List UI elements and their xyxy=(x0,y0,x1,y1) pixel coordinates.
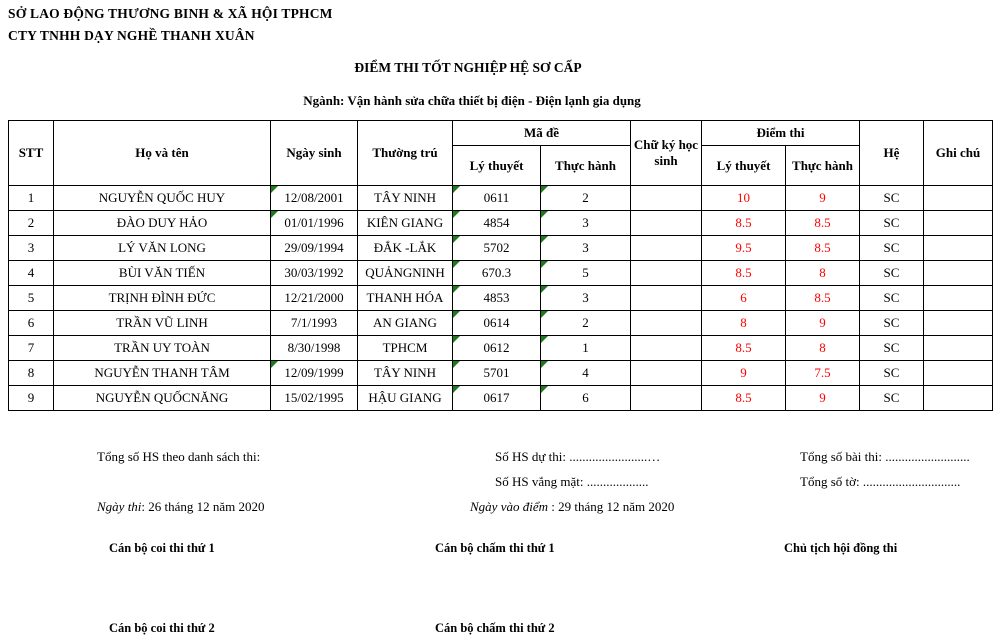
table-row xyxy=(9,186,993,211)
cell-score-theory: 8.5 xyxy=(702,211,786,236)
cell-name: NGUYỄN QUỐC HUY xyxy=(54,186,271,211)
col-header-score-practice: Thực hành xyxy=(786,146,860,186)
cell-stt: 3 xyxy=(9,236,54,261)
absent-count-label: Số HS vắng mặt: ................... xyxy=(495,474,649,489)
col-header-system: Hệ xyxy=(860,121,924,186)
cell-score-theory: 6 xyxy=(702,286,786,311)
cell-note xyxy=(924,211,993,236)
cell-dob: 01/01/1996 xyxy=(271,211,358,236)
cell-score-theory: 8.5 xyxy=(702,386,786,411)
cell-name: NGUYỄN QUỐCNĂNG xyxy=(54,386,271,411)
cell-note xyxy=(924,361,993,386)
error-flag-icon xyxy=(453,336,460,343)
cell-dob: 8/30/1998 xyxy=(271,336,358,361)
page-title: ĐIỂM THI TỐT NGHIỆP HỆ SƠ CẤP xyxy=(354,60,582,75)
cell-residence: TPHCM xyxy=(358,336,453,361)
cell-code-practice: 2 xyxy=(541,311,631,336)
col-header-stt: STT xyxy=(9,121,54,186)
cell-signature xyxy=(631,386,702,411)
error-flag-icon xyxy=(271,211,278,218)
cell-score-practice: 9 xyxy=(786,186,860,211)
signature-grader-1: Cán bộ chấm thi thứ 1 xyxy=(435,541,555,555)
cell-score-practice: 7.5 xyxy=(786,361,860,386)
cell-code-theory: 0617 xyxy=(453,386,541,411)
cell-name: TRỊNH ĐÌNH ĐỨC xyxy=(54,286,271,311)
error-flag-icon xyxy=(541,211,548,218)
table-row xyxy=(9,336,993,361)
cell-dob: 30/03/1992 xyxy=(271,261,358,286)
cell-score-practice: 8.5 xyxy=(786,211,860,236)
error-flag-icon xyxy=(541,236,548,243)
cell-code-theory: 670.3 xyxy=(453,261,541,286)
col-header-score-theory: Lý thuyết xyxy=(702,146,786,186)
cell-signature xyxy=(631,361,702,386)
cell-residence: QUẢNGNINH xyxy=(358,261,453,286)
cell-score-practice: 8.5 xyxy=(786,236,860,261)
cell-system: SC xyxy=(860,236,924,261)
total-sheets-label: Tổng số tờ: .............................. xyxy=(800,474,961,489)
cell-score-theory: 8.5 xyxy=(702,336,786,361)
cell-name: TRẦN UY TOÀN xyxy=(54,336,271,361)
error-flag-icon xyxy=(271,186,278,193)
cell-signature xyxy=(631,211,702,236)
cell-name: BÙI VĂN TIẾN xyxy=(54,261,271,286)
error-flag-icon xyxy=(453,311,460,318)
cell-code-practice: 3 xyxy=(541,286,631,311)
cell-score-theory: 8 xyxy=(702,311,786,336)
cell-residence: HẬU GIANG xyxy=(358,386,453,411)
table-row xyxy=(9,236,993,261)
cell-dob: 12/08/2001 xyxy=(271,186,358,211)
error-flag-icon xyxy=(453,386,460,393)
cell-dob: 15/02/1995 xyxy=(271,386,358,411)
cell-system: SC xyxy=(860,286,924,311)
cell-stt: 7 xyxy=(9,336,54,361)
cell-code-theory: 4854 xyxy=(453,211,541,236)
signature-proctor-1: Cán bộ coi thi thứ 1 xyxy=(109,541,215,555)
cell-stt: 4 xyxy=(9,261,54,286)
cell-stt: 6 xyxy=(9,311,54,336)
cell-dob: 29/09/1994 xyxy=(271,236,358,261)
table-row xyxy=(9,311,993,336)
cell-stt: 9 xyxy=(9,386,54,411)
cell-score-practice: 8 xyxy=(786,261,860,286)
error-flag-icon xyxy=(541,361,548,368)
col-header-code-practice: Thực hành xyxy=(541,146,631,186)
cell-residence: TÂY NINH xyxy=(358,361,453,386)
cell-dob: 12/09/1999 xyxy=(271,361,358,386)
cell-system: SC xyxy=(860,186,924,211)
cell-note xyxy=(924,336,993,361)
cell-code-theory: 0611 xyxy=(453,186,541,211)
cell-name: TRẦN VŨ LINH xyxy=(54,311,271,336)
error-flag-icon xyxy=(453,211,460,218)
col-header-code-group: Mã đề xyxy=(453,121,631,146)
cell-score-theory: 8.5 xyxy=(702,261,786,286)
cell-note xyxy=(924,261,993,286)
error-flag-icon xyxy=(453,261,460,268)
col-header-residence: Thường trú xyxy=(358,121,453,186)
cell-score-theory: 9.5 xyxy=(702,236,786,261)
cell-code-practice: 5 xyxy=(541,261,631,286)
table-row xyxy=(9,386,993,411)
cell-signature xyxy=(631,286,702,311)
col-header-signature: Chữ ký học sinh xyxy=(631,121,702,186)
error-flag-icon xyxy=(453,361,460,368)
col-header-dob: Ngày sinh xyxy=(271,121,358,186)
attending-count-label: Số HS dự thi: ........................… xyxy=(495,449,661,464)
cell-name: NGUYỄN THANH TÂM xyxy=(54,361,271,386)
cell-score-theory: 9 xyxy=(702,361,786,386)
cell-score-theory: 10 xyxy=(702,186,786,211)
exam-date-line xyxy=(97,499,265,515)
cell-score-practice: 9 xyxy=(786,311,860,336)
cell-residence: TÂY NINH xyxy=(358,186,453,211)
col-header-notes: Ghi chú xyxy=(924,121,993,186)
cell-system: SC xyxy=(860,336,924,361)
org-name-line2: CTY TNHH DẠY NGHỀ THANH XUÂN xyxy=(8,28,255,43)
cell-signature xyxy=(631,336,702,361)
cell-code-practice: 3 xyxy=(541,211,631,236)
total-papers-label: Tổng số bài thi: .......................... xyxy=(800,449,970,464)
signature-chairman: Chủ tịch hội đồng thi xyxy=(784,541,898,555)
exam-date-label: Ngày thi xyxy=(97,499,142,514)
error-flag-icon xyxy=(453,236,460,243)
entry-date-line xyxy=(470,499,674,515)
cell-code-theory: 5702 xyxy=(453,236,541,261)
cell-note xyxy=(924,386,993,411)
cell-note xyxy=(924,311,993,336)
cell-code-practice: 3 xyxy=(541,236,631,261)
error-flag-icon xyxy=(541,261,548,268)
cell-note xyxy=(924,186,993,211)
cell-note xyxy=(924,236,993,261)
cell-code-theory: 0612 xyxy=(453,336,541,361)
cell-system: SC xyxy=(860,386,924,411)
cell-signature xyxy=(631,311,702,336)
signature-grader-2: Cán bộ chấm thi thứ 2 xyxy=(435,621,555,635)
entry-date-label: Ngày vào điểm xyxy=(470,499,548,514)
error-flag-icon xyxy=(541,311,548,318)
table-row xyxy=(9,211,993,236)
error-flag-icon xyxy=(541,386,548,393)
cell-code-theory: 0614 xyxy=(453,311,541,336)
cell-code-practice: 4 xyxy=(541,361,631,386)
table-row xyxy=(9,361,993,386)
cell-signature xyxy=(631,261,702,286)
page-subtitle: Ngành: Vận hành sửa chữa thiết bị điện - Điện lạnh gia dụng xyxy=(303,93,641,108)
error-flag-icon xyxy=(541,286,548,293)
cell-dob: 7/1/1993 xyxy=(271,311,358,336)
table-row xyxy=(9,261,993,286)
cell-stt: 2 xyxy=(9,211,54,236)
cell-score-practice: 8 xyxy=(786,336,860,361)
cell-system: SC xyxy=(860,261,924,286)
cell-signature xyxy=(631,186,702,211)
cell-code-theory: 5701 xyxy=(453,361,541,386)
cell-score-practice: 8.5 xyxy=(786,286,860,311)
cell-stt: 1 xyxy=(9,186,54,211)
cell-residence: THANH HÓA xyxy=(358,286,453,311)
cell-residence: AN GIANG xyxy=(358,311,453,336)
cell-score-practice: 9 xyxy=(786,386,860,411)
col-header-code-theory: Lý thuyết xyxy=(453,146,541,186)
entry-date-value: : 29 tháng 12 năm 2020 xyxy=(547,499,675,514)
cell-code-practice: 1 xyxy=(541,336,631,361)
cell-dob: 12/21/2000 xyxy=(271,286,358,311)
cell-residence: KIÊN GIANG xyxy=(358,211,453,236)
org-name-line1: SỞ LAO ĐỘNG THƯƠNG BINH & XÃ HỘI TPHCM xyxy=(8,6,333,21)
cell-stt: 8 xyxy=(9,361,54,386)
exam-date-value: : 26 tháng 12 năm 2020 xyxy=(141,499,265,514)
error-flag-icon xyxy=(541,336,548,343)
cell-system: SC xyxy=(860,311,924,336)
error-flag-icon xyxy=(453,286,460,293)
cell-code-theory: 4853 xyxy=(453,286,541,311)
error-flag-icon xyxy=(541,186,548,193)
cell-system: SC xyxy=(860,211,924,236)
error-flag-icon xyxy=(271,361,278,368)
cell-residence: ĐẮK -LẮK xyxy=(358,236,453,261)
signature-proctor-2: Cán bộ coi thi thứ 2 xyxy=(109,621,215,635)
cell-code-practice: 6 xyxy=(541,386,631,411)
header-row-1 xyxy=(9,121,993,146)
table-row xyxy=(9,286,993,311)
exam-score-table xyxy=(8,120,993,411)
cell-code-practice: 2 xyxy=(541,186,631,211)
cell-signature xyxy=(631,236,702,261)
total-listed-label: Tổng số HS theo danh sách thi: xyxy=(97,449,261,464)
cell-system: SC xyxy=(860,361,924,386)
cell-name: LÝ VĂN LONG xyxy=(54,236,271,261)
cell-name: ĐÀO DUY HẢO xyxy=(54,211,271,236)
cell-stt: 5 xyxy=(9,286,54,311)
col-header-score-group: Điểm thi xyxy=(702,121,860,146)
cell-note xyxy=(924,286,993,311)
col-header-name: Họ và tên xyxy=(54,121,271,186)
error-flag-icon xyxy=(453,186,460,193)
